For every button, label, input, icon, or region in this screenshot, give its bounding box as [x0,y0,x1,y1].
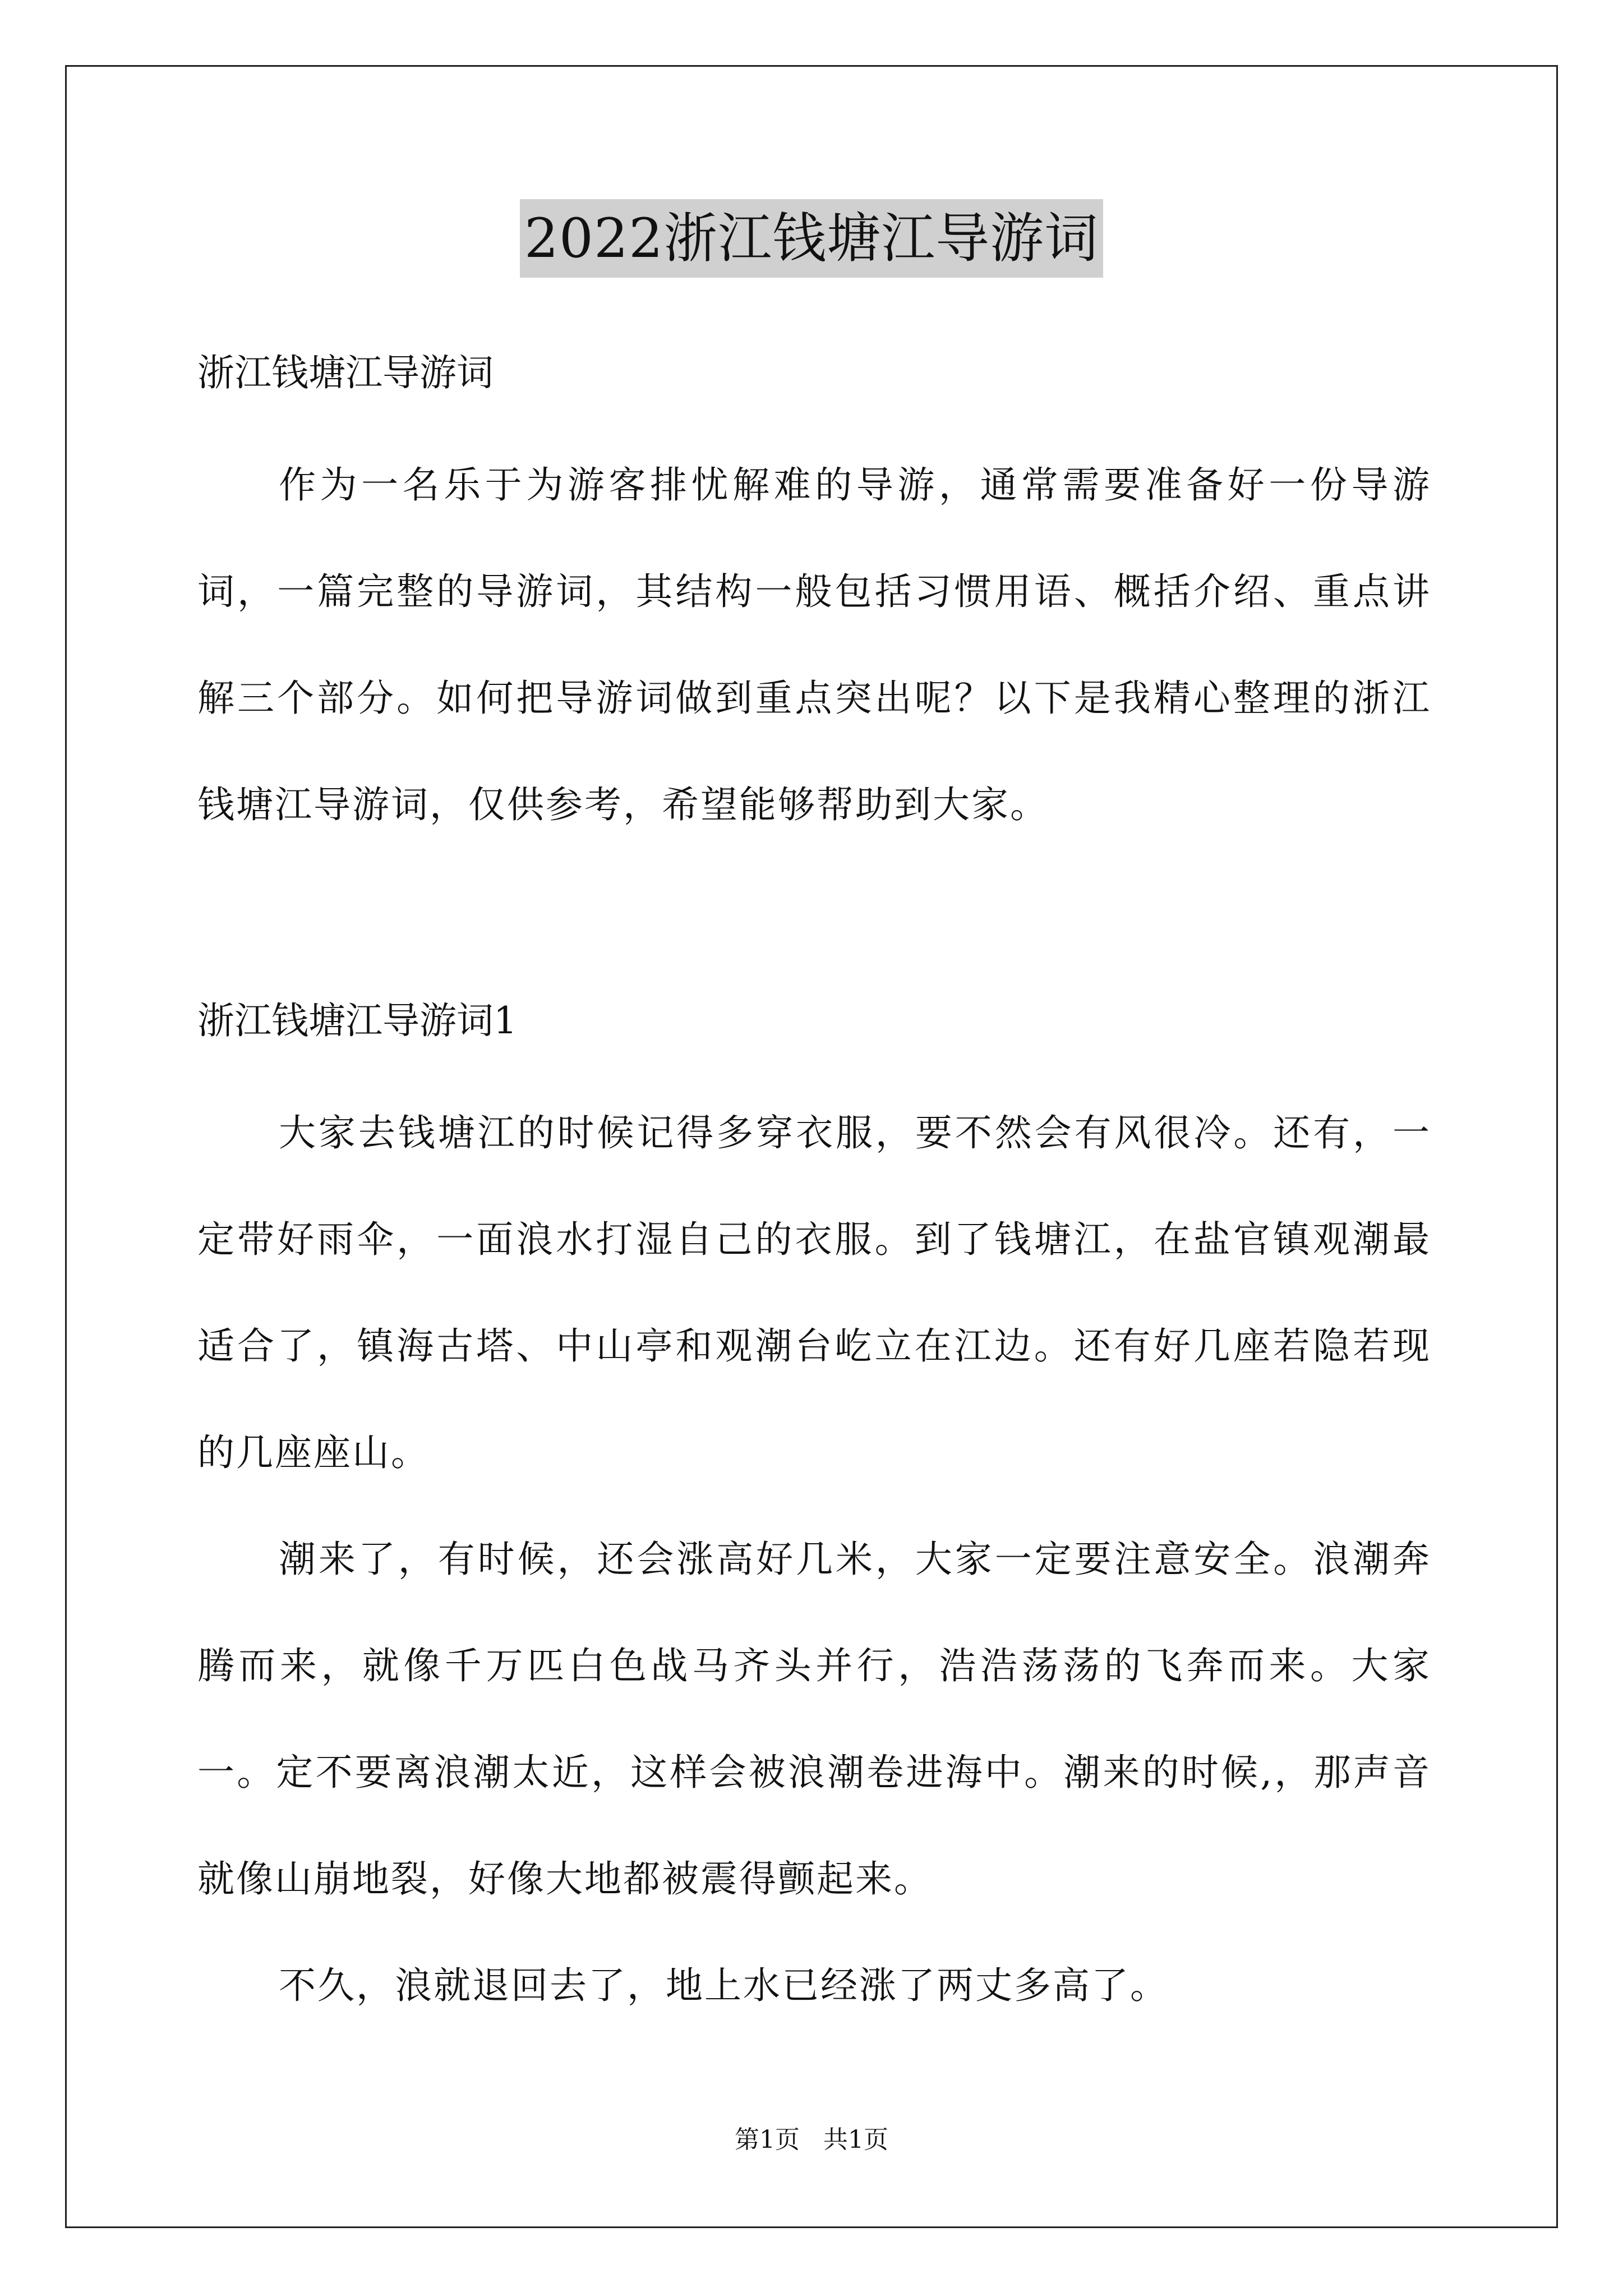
section-heading-1: 浙江钱塘江导游词1 [197,999,517,1042]
document-title: 2022浙江钱塘江导游词 [520,199,1103,278]
page-number: 第1页 [735,2125,800,2154]
title-container [0,199,1623,278]
section-heading-intro: 浙江钱塘江导游词 [197,351,494,394]
page-footer [0,2123,1623,2157]
body-paragraph-2: 潮来了，有时候，还会涨高好几米，大家一定要注意安全。浪潮奔腾而来，就像千万匹白色战马齐头并行，浩浩荡荡的飞奔而来。大家一。定不要离浪潮太近，这样会被浪潮卷进海中。潮来的时候,，那声音就像山崩地裂，好像大地都被震得颤起来。 [197,1538,1431,1901]
body-paragraph-1: 大家去钱塘江的时候记得多穿衣服，要不然会有风很冷。还有，一定带好雨伞，一面浪水打湿自己的衣服。到了钱塘江，在盐官镇观潮最适合了，镇海古塔、中山亭和观潮台屹立在江边。还有好几座若隐若现的几座座山。 [197,1111,1431,1474]
body-paragraph-3: 不久，浪就退回去了，地上水已经涨了两丈多高了。 [279,1964,1169,2007]
intro-paragraph: 作为一名乐于为游客排忧解难的导游，通常需要准备好一份导游词，一篇完整的导游词，其结构一般包括习惯用语、概括介绍、重点讲解三个部分。如何把导游词做到重点突出呢？以下是我精心整理的浙江钱塘江导游词，仅供参考，希望能够帮助到大家。 [197,463,1431,826]
page-total: 共1页 [823,2125,888,2154]
